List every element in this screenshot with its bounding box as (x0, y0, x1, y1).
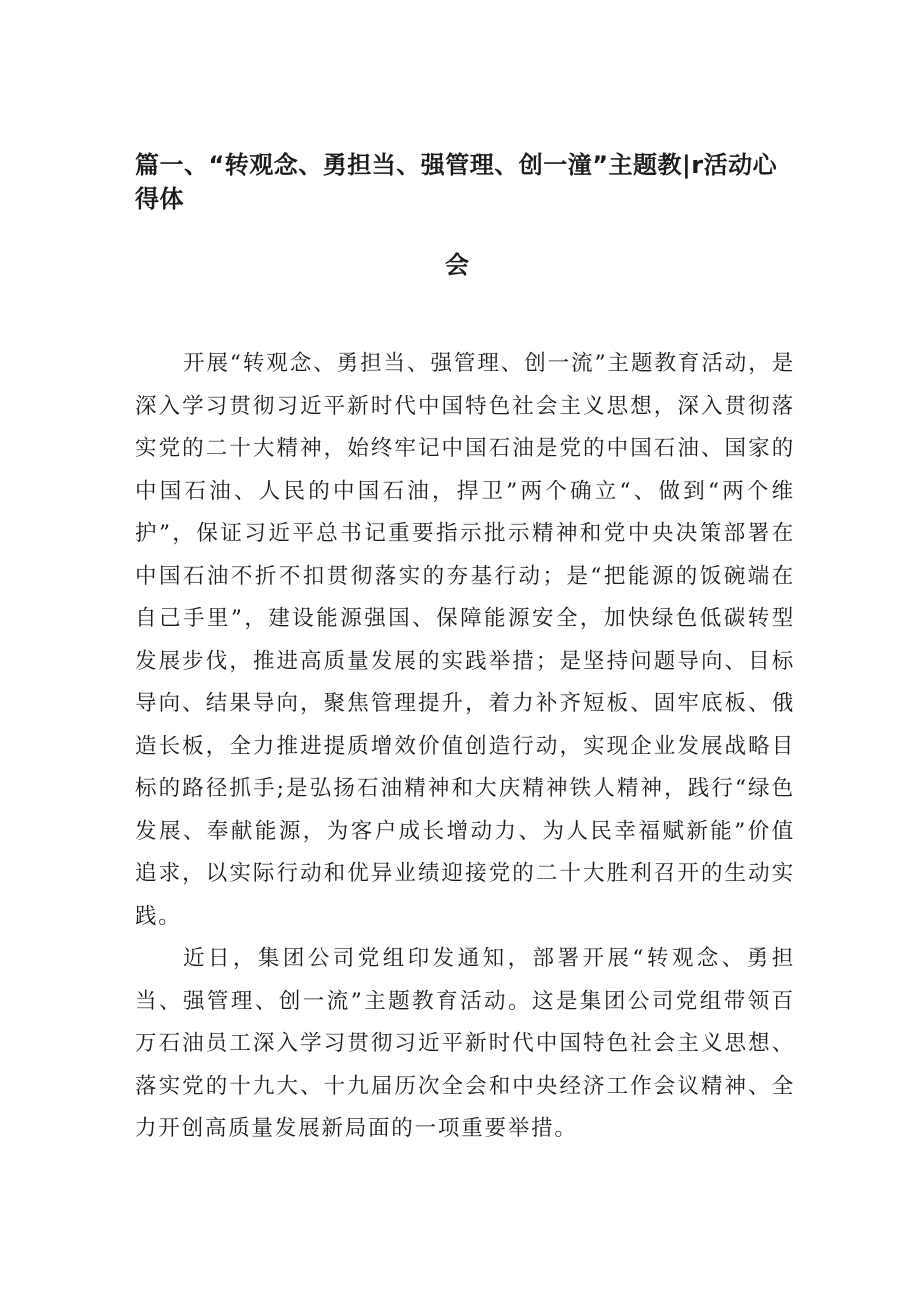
document-title-continuation: 会 (445, 251, 469, 279)
body-paragraph-1: 开展“转观念、勇担当、强管理、创一流”主题教育活动，是深入学习贯彻习近平新时代中国特色社会主义思想，深入贯彻落实党的二十大精神，始终牢记中国石油是党的中国石油、国家的中国石油、人民的中国石油，捍卫”两个确立“、做到“两个维护”，保证习近平总书记重要指示批示精神和党中央决策部署在中国石油不折不扣贯彻落实的夯基行动；是“把能源的饭碗端在自己手里”，建设能源强国、保障能源安全，加快绿色低碳转型发展步伐，推进高质量发展的实践举措；是坚持问题导向、目标导向、结果导向，聚焦管理提升，着力补齐短板、固牢底板、俄造长板，全力推进提质增效价值创造行动，实现企业发展战略目标的路径抓手;是弘扬石油精神和大庆精神铁人精神，践行“绿色发展、奉献能源，为客户成长增动力、为人民幸福赋新能”价值追求，以实际行动和优异业绩迎接党的二十大胜利召开的生动实践。 (135, 351, 795, 929)
document-body (135, 343, 795, 1151)
body-paragraph-2: 近日，集团公司党组印发通知，部署开展“转观念、勇担当、强管理、创一流”主题教育活动。这是集团公司党组带领百万石油员工深入学习贯彻习近平新时代中国特色社会主义思想、落实党的十九大、十九届历次全会和中央经济工作会议精神、全力开创高质量发展新局面的一项重要举措。 (135, 946, 795, 1141)
document-title: 篇一、“转观念、勇担当、强管理、创一潼”主题教|r活动心得体 (135, 151, 778, 213)
